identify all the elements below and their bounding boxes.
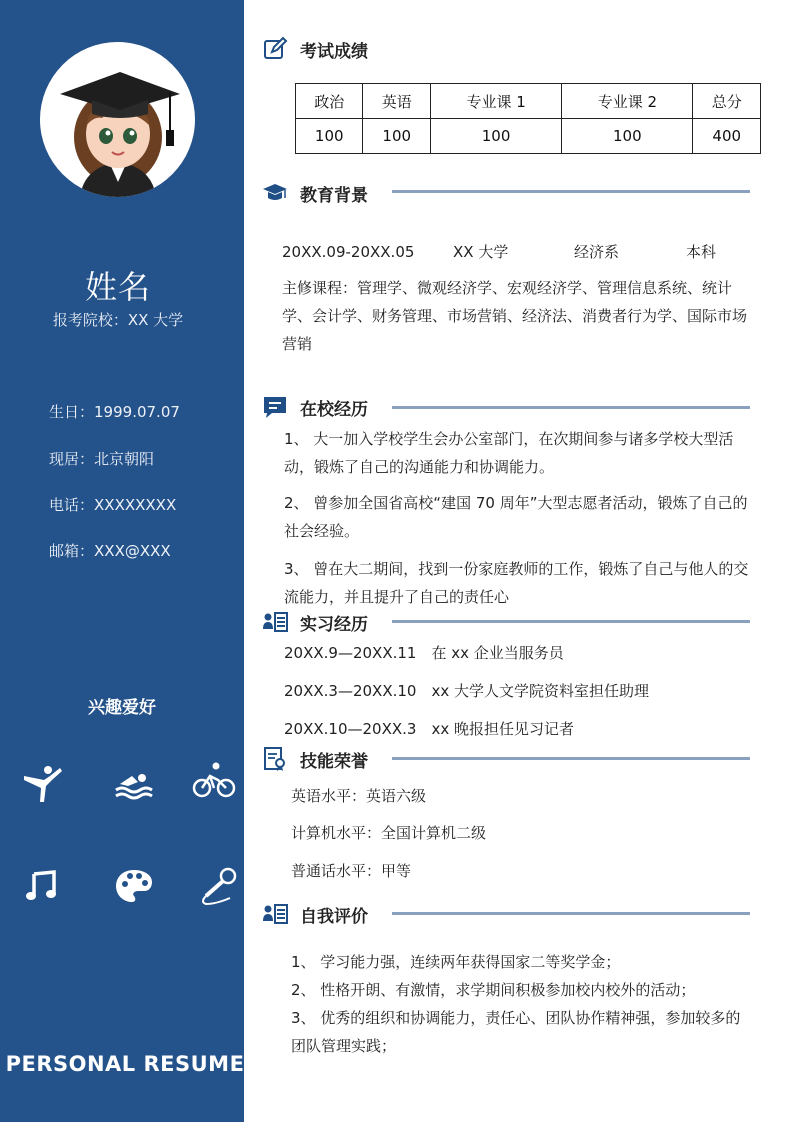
campus-item-1: 1、 大一加入学校学生会办公室部门，在次期间参与诸多学校大型活动，锻炼了自己的沟通能力和协调能力。 <box>284 430 734 476</box>
score-header-english: 英语 <box>363 84 430 119</box>
score-value-major1: 100 <box>430 119 561 154</box>
score-header-total: 总分 <box>693 84 761 119</box>
resume-list-icon <box>260 899 290 929</box>
scores-title: 考试成绩 <box>300 41 368 62</box>
score-header-politics: 政治 <box>296 84 363 119</box>
residence-label: 现居： <box>49 450 95 468</box>
residence-value: 北京朝阳 <box>94 450 155 468</box>
internship-item-1: 20XX.9—20XX.11 在 xx 企业当服务员 <box>284 644 564 662</box>
email-label: 邮箱： <box>49 542 95 560</box>
swimming-icon <box>112 762 156 806</box>
education-department: 经济系 <box>574 243 620 261</box>
painting-icon <box>112 864 156 908</box>
hobbies-title: 兴趣爱好 <box>88 698 156 718</box>
edit-icon <box>260 34 290 64</box>
campus-item-3: 3、 曾在大二期间，找到一份家庭教师的工作，锻炼了自己与他人的交流能力，并且提升了自己的责任心 <box>284 560 749 606</box>
email-value: XXX@XXX <box>94 542 171 560</box>
score-value-total: 400 <box>693 119 761 154</box>
residence-line <box>49 448 154 469</box>
scores-section-header <box>260 34 368 64</box>
education-courses <box>282 274 752 358</box>
birthday-label: 生日： <box>49 403 95 421</box>
education-school: XX 大学 <box>453 243 509 261</box>
self-eval-title: 自我评价 <box>300 906 368 927</box>
sidebar <box>0 0 244 1122</box>
education-degree: 本科 <box>686 243 717 261</box>
internship-divider <box>392 620 750 623</box>
campus-divider <box>392 406 750 409</box>
certificate-icon <box>260 744 290 774</box>
score-value-major2: 100 <box>562 119 693 154</box>
target-school: 报考院校：XX 大学 <box>52 311 184 329</box>
email-line <box>49 540 171 561</box>
resume-list-icon <box>260 607 290 637</box>
skills-divider <box>392 757 750 760</box>
campus-section-header <box>260 392 368 422</box>
phone-label: 电话： <box>49 496 95 514</box>
phone-line <box>49 494 176 515</box>
score-header-major1: 专业课 1 <box>430 84 561 119</box>
education-period: 20XX.09-20XX.05 <box>282 243 415 261</box>
self-eval-section-header <box>260 899 368 929</box>
chat-icon <box>260 392 290 422</box>
yoga-icon <box>20 762 64 806</box>
scores-table <box>295 83 761 154</box>
score-value-politics: 100 <box>296 119 363 154</box>
courses-label: 主修课程： <box>282 279 358 297</box>
scores-header-row <box>296 84 761 119</box>
score-header-major2: 专业课 2 <box>562 84 693 119</box>
education-section-header <box>260 178 368 208</box>
self-eval-item-2: 2、 性格开朗、有激情，求学期间积极参加校内校外的活动； <box>291 981 696 999</box>
skill-computer: 计算机水平：全国计算机二级 <box>291 824 487 842</box>
internship-item-3: 20XX.10—20XX.3 xx 晚报担任见习记者 <box>284 720 574 738</box>
score-value-english: 100 <box>363 119 430 154</box>
avatar <box>40 42 195 197</box>
self-eval-item-1: 1、 学习能力强，连续两年获得国家二等奖学金； <box>291 953 621 971</box>
birthday-line <box>49 401 180 422</box>
education-divider <box>392 190 750 193</box>
phone-value: XXXXXXXX <box>94 496 177 514</box>
self-eval-item-3: 3、 优秀的组织和协调能力，责任心、团队协作精神强，参加较多的团队管理实践； <box>291 1009 741 1055</box>
graduation-cap-icon <box>260 178 290 208</box>
resume-name: 姓名 <box>84 268 151 306</box>
skill-mandarin: 普通话水平：甲等 <box>291 862 412 880</box>
scores-value-row <box>296 119 761 154</box>
birthday-value: 1999.07.07 <box>94 403 180 421</box>
courses-list: 管理学、微观经济学、宏观经济学、管理信息系统、统计学、会计学、财务管理、市场营销、经济法、消费者行为学、国际市场营销 <box>282 279 748 353</box>
music-icon <box>22 864 66 908</box>
education-title: 教育背景 <box>300 185 368 206</box>
internship-title: 实习经历 <box>300 614 368 635</box>
campus-item-2: 2、 曾参加全国省高校“建国 70 周年”大型志愿者活动，锻炼了自己的社会经验。 <box>284 494 748 540</box>
self-eval-divider <box>392 912 750 915</box>
internship-section-header <box>260 607 368 637</box>
skills-title: 技能荣誉 <box>300 751 368 772</box>
personal-resume-label: PERSONAL RESUME <box>5 1052 245 1076</box>
internship-item-2: 20XX.3—20XX.10 xx 大学人文学院资料室担任助理 <box>284 682 649 700</box>
singing-icon <box>196 864 240 908</box>
skill-english: 英语水平：英语六级 <box>291 787 427 805</box>
campus-title: 在校经历 <box>300 399 368 420</box>
cycling-icon <box>192 758 236 802</box>
skills-section-header <box>260 744 368 774</box>
